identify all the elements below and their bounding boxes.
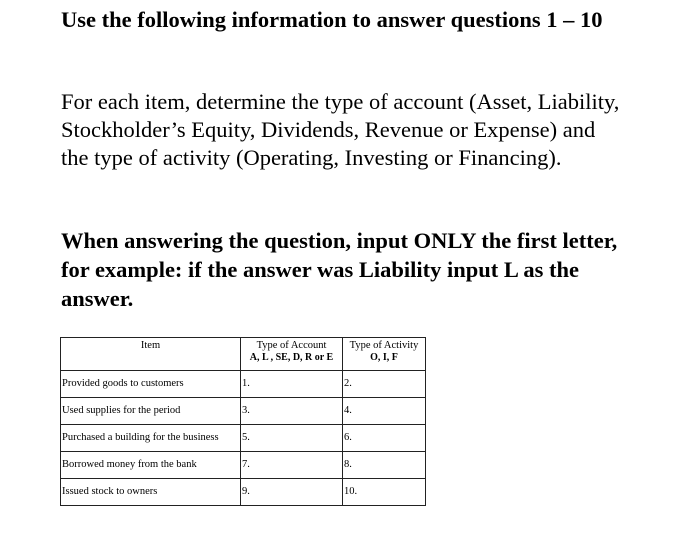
item-header-label: Item bbox=[140, 340, 161, 351]
account-answer-cell: 7. bbox=[241, 452, 343, 479]
account-answer-cell: 3. bbox=[241, 398, 343, 425]
item-cell: Used supplies for the period bbox=[61, 398, 241, 425]
account-type-header-label: Type of Account bbox=[256, 340, 327, 351]
table-row bbox=[61, 398, 426, 425]
table-row bbox=[61, 371, 426, 398]
account-answer-cell: 5. bbox=[241, 425, 343, 452]
activity-answer-cell: 4. bbox=[343, 398, 426, 425]
activity-type-column-header bbox=[343, 338, 426, 371]
account-answer-cell: 1. bbox=[241, 371, 343, 398]
item-cell: Provided goods to customers bbox=[61, 371, 241, 398]
instructions-paragraph: For each item, determine the type of account (Asset, Liability, Stockholder’s Equity, Dividends, Revenue or Expense) and the type of activity (Operating, Investing or Financing). bbox=[61, 89, 620, 170]
activity-codes-label: O, I, F bbox=[370, 352, 398, 363]
item-cell: Issued stock to owners bbox=[61, 479, 241, 506]
table-row bbox=[61, 479, 426, 506]
table-header-row bbox=[61, 338, 426, 371]
heading: Use the following information to answer questions 1 – 10 bbox=[61, 7, 603, 32]
account-codes-label: A, L , SE, D, R or E bbox=[249, 352, 334, 363]
account-answer-cell: 9. bbox=[241, 479, 343, 506]
table-row bbox=[61, 425, 426, 452]
activity-answer-cell: 8. bbox=[343, 452, 426, 479]
activity-answer-cell: 6. bbox=[343, 425, 426, 452]
item-column-header bbox=[61, 338, 241, 371]
item-cell: Purchased a building for the business bbox=[61, 425, 241, 452]
activity-answer-cell: 2. bbox=[343, 371, 426, 398]
question-table bbox=[60, 337, 426, 506]
answer-format-note: When answering the question, input ONLY the first letter, for example: if the answer was Liability input L as the answer. bbox=[61, 228, 618, 311]
table-row bbox=[61, 452, 426, 479]
account-type-column-header bbox=[241, 338, 343, 371]
activity-type-header-label: Type of Activity bbox=[349, 340, 419, 351]
activity-answer-cell: 10. bbox=[343, 479, 426, 506]
item-cell: Borrowed money from the bank bbox=[61, 452, 241, 479]
